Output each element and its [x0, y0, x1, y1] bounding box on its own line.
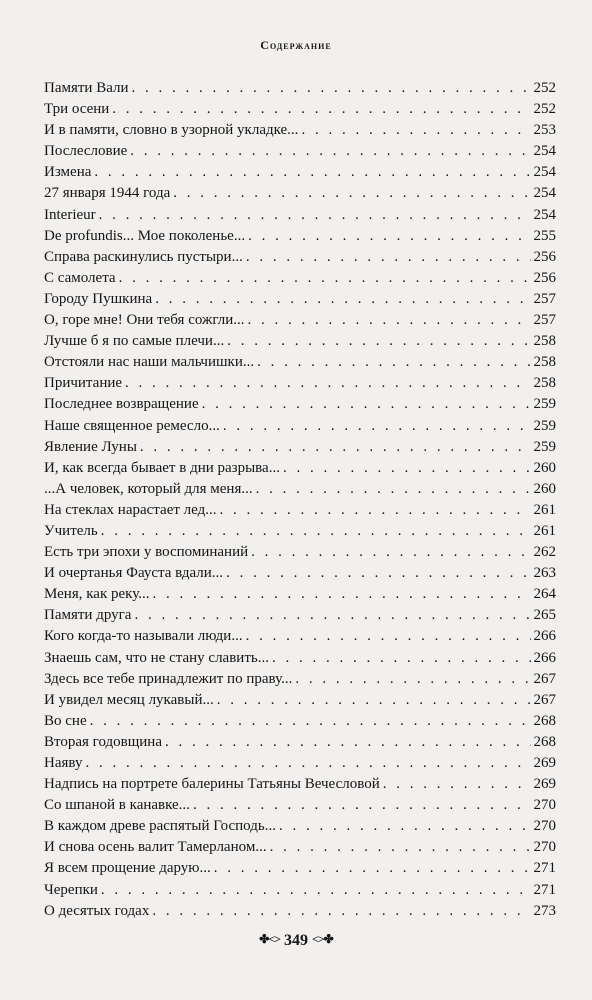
toc-entry-title: Меня, как реку... [44, 586, 150, 603]
toc-leader-dots [227, 331, 530, 352]
toc-entry-page: 270 [533, 839, 556, 856]
toc-leader-dots [112, 99, 530, 120]
toc-entry-page: 271 [533, 860, 556, 877]
toc-entry-page: 252 [533, 80, 556, 96]
toc-entry-title: Я всем прощение дарую... [44, 860, 211, 877]
toc-entry [44, 584, 556, 605]
toc-entry-title: Городу Пушкина [44, 290, 153, 307]
toc-entry-page: 259 [533, 417, 556, 434]
toc-entry [44, 542, 556, 563]
toc-leader-dots [226, 563, 530, 584]
toc-entry [44, 331, 556, 352]
toc-entry [44, 394, 556, 415]
toc-leader-dots [256, 479, 531, 500]
toc-entry-title: Во сне [44, 712, 87, 729]
toc-entry [44, 626, 556, 647]
toc-entry-title: И снова осень валит Тамерланом... [44, 839, 267, 856]
toc-leader-dots [155, 289, 530, 310]
toc-entry-title: О, горе мне! Они тебя сожгли... [44, 312, 245, 329]
toc-leader-dots [295, 669, 530, 690]
ornament-right-icon: <>✤ [312, 932, 333, 946]
toc-entry [44, 753, 556, 774]
toc-entry-page: 266 [533, 649, 556, 666]
toc-entry-title: Лучше б я по самые плечи... [44, 333, 225, 350]
toc-entry-page: 254 [533, 164, 556, 181]
toc-entry-title: De profundis... Мое поколенье... [44, 227, 246, 244]
toc-leader-dots [173, 183, 530, 204]
toc-entry-title: Со шпаной в канавке... [44, 797, 190, 814]
toc-entry [44, 141, 556, 162]
toc-entry [44, 500, 556, 521]
toc-entry-title: И увидел месяц лукавый... [44, 691, 214, 708]
toc-leader-dots [140, 437, 531, 458]
toc-leader-dots [119, 268, 531, 289]
toc-leader-dots [301, 120, 530, 141]
toc-entry [44, 563, 556, 584]
toc-entry-page: 255 [533, 227, 556, 244]
toc-entry [44, 120, 556, 141]
toc-entry [44, 521, 556, 542]
toc-entry [44, 690, 556, 711]
toc-entry [44, 732, 556, 753]
toc-entry-page: 258 [533, 333, 556, 350]
toc-leader-dots [152, 901, 530, 922]
toc-leader-dots [85, 753, 530, 774]
toc-entry-page: 271 [533, 881, 556, 898]
toc-entry-title: В каждом древе распятый Господь... [44, 818, 276, 835]
toc-entry-title: Три осени [44, 101, 110, 118]
toc-entry-title: Памяти друга [44, 607, 132, 624]
toc-entry-page: 260 [533, 459, 556, 476]
toc-entry-title: Памяти Вали [44, 80, 129, 96]
toc-entry [44, 858, 556, 879]
toc-entry-title: И в памяти, словно в узорной укладке... [44, 122, 299, 139]
toc-entry-title: Отстояли нас наши мальчишки... [44, 354, 255, 371]
toc-leader-dots [251, 542, 530, 563]
toc-entry [44, 162, 556, 183]
toc-leader-dots [272, 648, 531, 669]
toc-entry-title: Кого когда-то называли люди... [44, 628, 243, 645]
toc-leader-dots [283, 458, 531, 479]
toc-leader-dots [99, 205, 531, 226]
toc-entry [44, 774, 556, 795]
toc-entry [44, 268, 556, 289]
toc-entry-page: 259 [533, 438, 556, 455]
toc-entry [44, 78, 556, 99]
toc-entry-page: 257 [533, 290, 556, 307]
toc-leader-dots [270, 837, 531, 858]
toc-entry-title: Справа раскинулись пустыри... [44, 248, 243, 265]
toc-entry-page: 259 [533, 396, 556, 413]
toc-entry-title: Вторая годовщина [44, 733, 162, 750]
toc-entry-page: 262 [533, 544, 556, 561]
toc-entry-page: 254 [533, 185, 556, 202]
table-of-contents [44, 78, 556, 922]
toc-entry-title: Последнее возвращение [44, 396, 199, 413]
toc-leader-dots [101, 880, 531, 901]
toc-entry-title: Причитание [44, 375, 123, 392]
toc-leader-dots [248, 310, 531, 331]
toc-entry [44, 310, 556, 331]
ornament-left-icon: ✤<> [259, 932, 280, 946]
toc-entry [44, 352, 556, 373]
toc-leader-dots [165, 732, 531, 753]
toc-entry-page: 264 [533, 586, 556, 603]
toc-entry [44, 795, 556, 816]
toc-entry-page: 266 [533, 628, 556, 645]
page-footer [0, 932, 592, 950]
toc-entry-title: И очертанья Фауста вдали... [44, 565, 224, 582]
toc-leader-dots [94, 162, 530, 183]
toc-entry-page: 273 [533, 902, 556, 919]
toc-leader-dots [217, 690, 531, 711]
toc-leader-dots [202, 394, 531, 415]
toc-entry-title: С самолета [44, 269, 116, 286]
toc-entry-page: 270 [533, 818, 556, 835]
toc-entry [44, 458, 556, 479]
toc-entry [44, 437, 556, 458]
toc-leader-dots [134, 605, 530, 626]
toc-entry-page: 269 [533, 755, 556, 771]
toc-leader-dots [383, 774, 531, 795]
toc-entry-title: Здесь все тебе принадлежит по праву... [44, 670, 293, 687]
toc-entry-title: ...А человек, который для меня... [44, 480, 253, 497]
toc-entry-page: 265 [533, 607, 556, 624]
toc-entry [44, 289, 556, 310]
toc-entry [44, 880, 556, 901]
toc-leader-dots [223, 416, 531, 437]
toc-entry-title: И, как всегда бывает в дни разрыва... [44, 459, 280, 476]
toc-entry-title: Наяву [44, 755, 83, 771]
toc-entry-page: 254 [533, 143, 556, 160]
toc-leader-dots [130, 141, 530, 162]
toc-leader-dots [257, 352, 530, 373]
toc-leader-dots [152, 584, 530, 605]
toc-entry [44, 605, 556, 626]
toc-entry [44, 669, 556, 690]
page-number: 349 [284, 932, 308, 949]
toc-entry-title: Наше священное ремесло... [44, 417, 220, 434]
toc-entry-title: Черепки [44, 881, 98, 898]
toc-leader-dots [219, 500, 530, 521]
toc-entry-title: Есть три эпохи у воспоминаний [44, 544, 249, 561]
toc-entry [44, 247, 556, 268]
toc-entry-page: 256 [533, 248, 556, 265]
toc-entry-title: Измена [44, 164, 92, 181]
toc-entry [44, 416, 556, 437]
toc-entry-title: На стеклах нарастает лед... [44, 501, 217, 518]
toc-entry-page: 267 [533, 670, 556, 687]
toc-entry-title: Учитель [44, 522, 98, 539]
toc-entry-page: 261 [533, 522, 556, 539]
toc-entry [44, 479, 556, 500]
toc-leader-dots [132, 78, 531, 99]
toc-leader-dots [125, 373, 530, 394]
toc-entry [44, 816, 556, 837]
toc-entry [44, 373, 556, 394]
toc-entry [44, 183, 556, 204]
toc-entry-page: 258 [533, 375, 556, 392]
toc-entry-title: Надпись на портрете балерины Татьяны Вечесловой [44, 776, 380, 793]
toc-entry-page: 252 [533, 101, 556, 118]
toc-entry [44, 711, 556, 732]
toc-entry-page: 267 [533, 691, 556, 708]
toc-entry-title: О десятых годах [44, 902, 150, 919]
toc-leader-dots [248, 226, 530, 247]
toc-entry [44, 837, 556, 858]
toc-leader-dots [101, 521, 531, 542]
toc-leader-dots [246, 247, 531, 268]
toc-leader-dots [246, 626, 531, 647]
toc-entry-page: 254 [533, 206, 556, 223]
toc-entry-page: 260 [533, 480, 556, 497]
page-header-title: Содержание [260, 38, 332, 52]
toc-entry-page: 261 [533, 501, 556, 518]
toc-entry [44, 226, 556, 247]
toc-entry [44, 205, 556, 226]
toc-entry-page: 258 [533, 354, 556, 371]
toc-leader-dots [193, 795, 531, 816]
toc-entry [44, 901, 556, 922]
toc-entry-page: 253 [533, 122, 556, 139]
toc-entry-title: Interieur [44, 206, 96, 223]
toc-entry [44, 99, 556, 120]
toc-entry-page: 269 [533, 776, 556, 793]
toc-entry-page: 256 [533, 269, 556, 286]
toc-entry-page: 268 [533, 733, 556, 750]
toc-entry-title: Знаешь сам, что не стану славить... [44, 649, 269, 666]
toc-entry-title: Послесловие [44, 143, 128, 160]
toc-entry-title: Явление Луны [44, 438, 137, 455]
toc-entry-page: 268 [533, 712, 556, 729]
toc-leader-dots [279, 816, 531, 837]
toc-entry-page: 270 [533, 797, 556, 814]
toc-entry [44, 648, 556, 669]
toc-leader-dots [214, 858, 531, 879]
toc-entry-page: 257 [533, 312, 556, 329]
toc-entry-title: 27 января 1944 года [44, 185, 171, 202]
toc-leader-dots [90, 711, 531, 732]
toc-entry-page: 263 [533, 565, 556, 582]
